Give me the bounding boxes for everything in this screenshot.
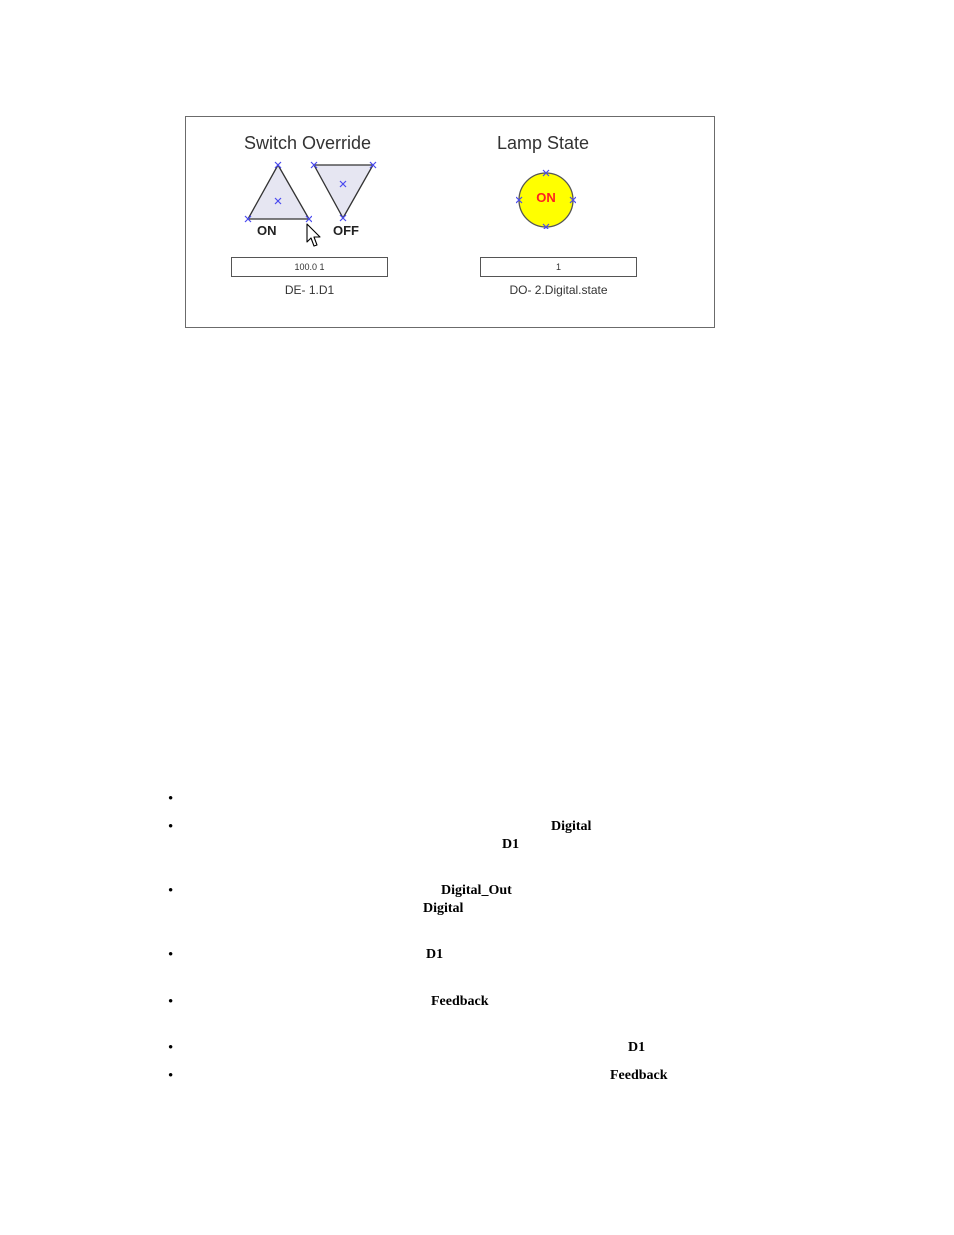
off-button-label: OFF [333,223,359,238]
term-feedback: Feedback [431,994,489,1009]
switch-value-display: 100.0 1 [231,257,388,277]
lamp-state-text: ON [536,190,556,205]
list-bullet: • [168,791,174,807]
term-digital: Digital [423,901,464,916]
lamp-tag-caption: DO- 2.Digital.state [509,283,608,297]
list-bullet: • [168,1040,174,1056]
switch-tag-caption: DE- 1.D1 [284,283,335,297]
lamp-indicator [516,169,576,229]
lamp-state-title: Lamp State [497,133,590,153]
hmi-diagram-panel [185,116,715,328]
list-bullet: • [168,883,174,899]
lamp-value-display: 1 [480,257,637,277]
list-bullet: • [168,819,174,835]
list-bullet: • [168,947,174,963]
term-digital: Digital [551,819,592,834]
mouse-cursor-icon [306,223,324,249]
list-bullet: • [168,1068,174,1084]
term-d1: D1 [628,1040,646,1055]
on-button-label: ON [257,223,277,238]
term-d1: D1 [502,837,520,852]
off-triangle-button[interactable] [309,161,379,223]
term-digital-out: Digital_Out [441,883,512,898]
on-triangle-button[interactable] [242,161,312,223]
list-bullet: • [168,994,174,1010]
term-d1: D1 [426,947,444,962]
term-feedback: Feedback [610,1068,668,1083]
switch-override-title: Switch Override [244,133,372,153]
